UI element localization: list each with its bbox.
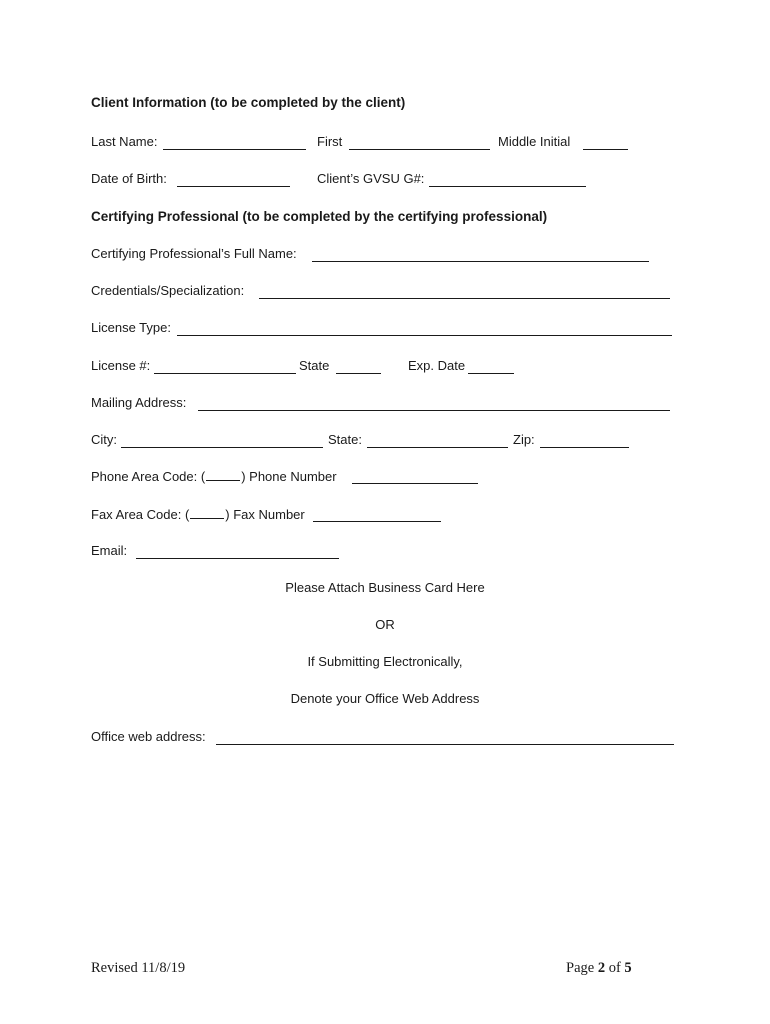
first-name-label: First	[317, 134, 343, 149]
city-state-zip-row	[91, 432, 631, 450]
client-name-row	[91, 134, 651, 152]
dob-label: Date of Birth:	[91, 171, 167, 186]
phone-area-code-field[interactable]	[91, 468, 337, 484]
license-type-row	[91, 320, 673, 338]
license-number-label: License #:	[91, 358, 151, 373]
mailing-address-row	[91, 395, 671, 413]
city-label: City:	[91, 432, 117, 447]
pro-name-row	[91, 246, 651, 264]
pro-full-name-field[interactable]	[312, 261, 649, 262]
last-name-field[interactable]	[163, 149, 306, 150]
email-row	[91, 543, 341, 561]
fax-number-field[interactable]	[313, 521, 441, 522]
credentials-row	[91, 283, 671, 301]
fax-area-code-label: Fax Area Code: (	[91, 507, 190, 522]
zip-label: Zip:	[513, 432, 535, 447]
phone-number-field[interactable]	[352, 483, 478, 484]
submitting-electronically-text: If Submitting Electronically,	[307, 654, 463, 669]
first-name-field[interactable]	[349, 149, 490, 150]
license-type-field[interactable]	[177, 335, 672, 336]
exp-date-field[interactable]	[468, 373, 514, 374]
office-web-row	[91, 729, 676, 747]
fax-area-code-field[interactable]	[91, 506, 305, 522]
dob-field[interactable]	[177, 186, 290, 187]
page-current: 2	[597, 960, 606, 976]
fax-area-code-blank[interactable]	[190, 506, 224, 519]
state-field[interactable]	[367, 447, 508, 448]
license-number-field[interactable]	[154, 373, 296, 374]
license-state-field[interactable]	[336, 373, 381, 374]
credentials-field[interactable]	[259, 298, 670, 299]
middle-initial-field[interactable]	[583, 149, 628, 150]
office-web-field[interactable]	[216, 744, 674, 745]
fax-row	[91, 506, 446, 524]
phone-area-code-blank[interactable]	[206, 468, 240, 481]
client-dob-row	[91, 171, 591, 189]
page-prefix: Page	[566, 960, 598, 976]
mailing-address-field[interactable]	[198, 410, 670, 411]
license-type-label: License Type:	[91, 320, 171, 335]
phone-number-label: ) Phone Number	[241, 469, 337, 484]
page-number	[566, 960, 632, 977]
professional-heading: Certifying Professional (to be completed by the certifying professional)	[91, 209, 548, 224]
exp-date-label: Exp. Date	[408, 358, 466, 373]
revised-date: Revised 11/8/19	[91, 960, 186, 976]
office-web-label: Office web address:	[91, 729, 206, 744]
client-info-heading: Client Information (to be completed by the client)	[91, 95, 406, 110]
license-number-row	[91, 358, 521, 376]
state-label: State:	[328, 432, 362, 447]
email-label: Email:	[91, 543, 128, 558]
page-total: 5	[624, 960, 632, 976]
phone-area-code-label: Phone Area Code: (	[91, 469, 206, 484]
or-text: OR	[375, 617, 395, 632]
gvsu-id-field[interactable]	[429, 186, 586, 187]
phone-row	[91, 468, 481, 486]
credentials-label: Credentials/Specialization:	[91, 283, 245, 298]
attach-card-text: Please Attach Business Card Here	[285, 580, 485, 595]
city-field[interactable]	[121, 447, 323, 448]
email-field[interactable]	[136, 558, 339, 559]
last-name-label: Last Name:	[91, 134, 158, 149]
license-state-label: State	[299, 358, 330, 373]
gvsu-id-label: Client’s GVSU G#:	[317, 171, 425, 186]
mailing-address-label: Mailing Address:	[91, 395, 187, 410]
middle-initial-label: Middle Initial	[498, 134, 571, 149]
zip-field[interactable]	[540, 447, 629, 448]
fax-number-label: ) Fax Number	[225, 507, 305, 522]
pro-full-name-label: Certifying Professional’s Full Name:	[91, 246, 297, 261]
page-mid: of	[605, 960, 625, 976]
web-address-instruction: Denote your Office Web Address	[290, 691, 480, 706]
